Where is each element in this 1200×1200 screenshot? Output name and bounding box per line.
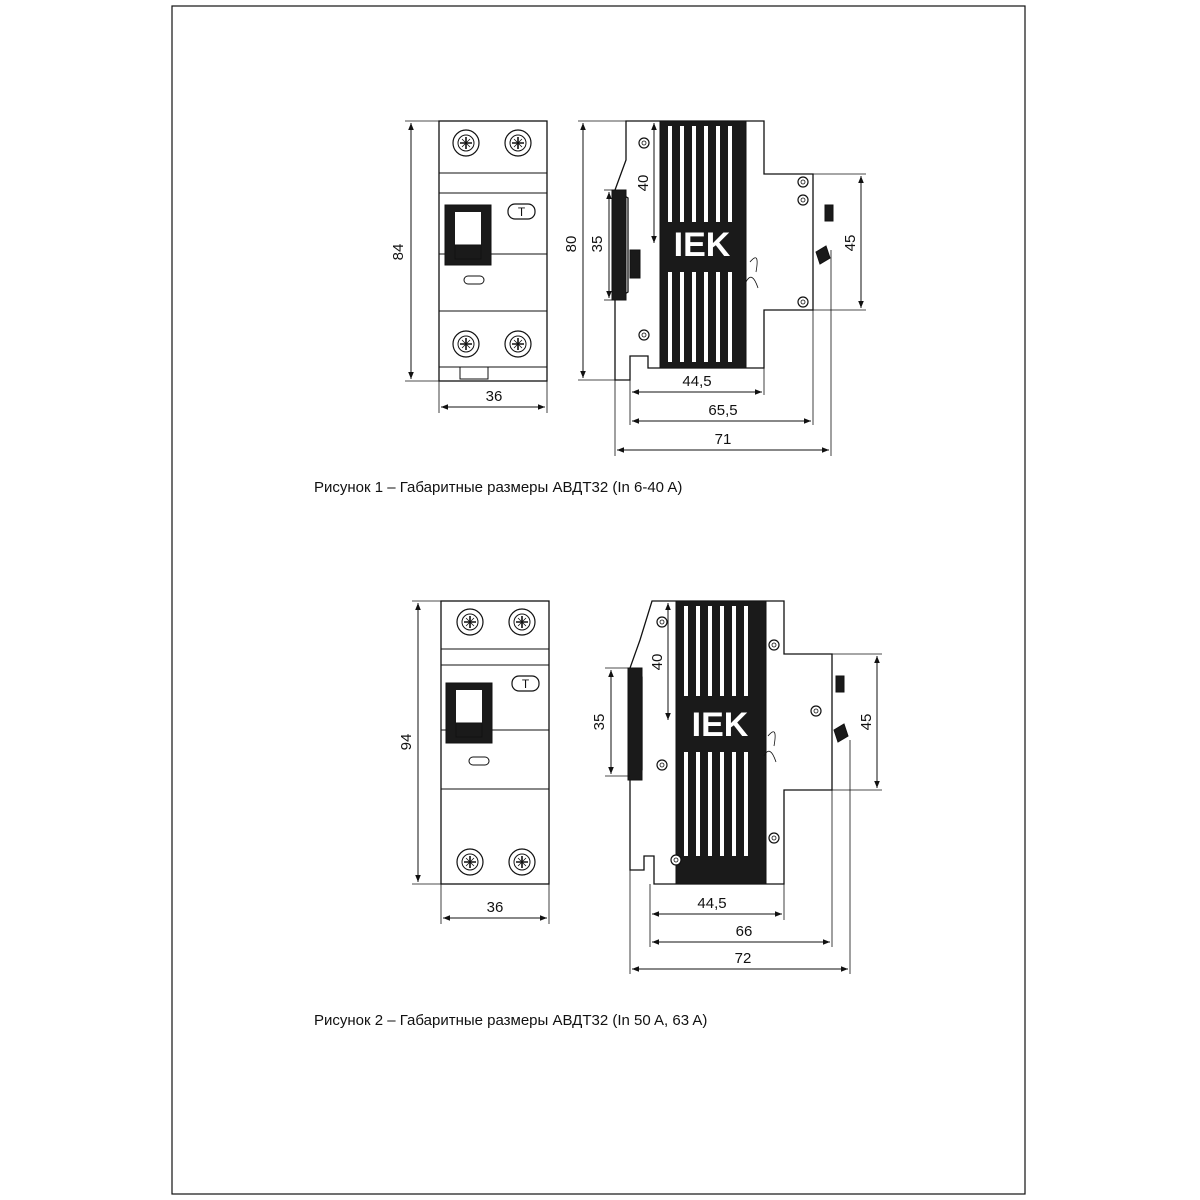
dim-depth-total-2: 72: [734, 950, 752, 967]
dim-height-1: 84: [390, 243, 407, 261]
side-view-2: [628, 601, 848, 884]
dim-depth-front-1: 44,5: [682, 373, 712, 390]
side-view-1: [612, 121, 833, 380]
dim-depth-front-2: 44,5: [697, 895, 727, 912]
dim-din-1: 35: [589, 235, 606, 253]
ribbed-body-2: [676, 601, 766, 884]
figure-1: [314, 121, 866, 496]
caption-2: Рисунок 2 – Габаритные размеры АВДТ32 (In 50 A, 63 A): [314, 1012, 708, 1029]
dim-depth-mid-2: 66: [735, 923, 753, 940]
dim-width-2: 36: [486, 899, 504, 916]
dim-height-2: 94: [398, 733, 415, 751]
dim-depth-total-1: 71: [714, 431, 732, 448]
iek-logo-1: IEK: [673, 226, 731, 264]
dim-right-height-2: 45: [858, 713, 875, 731]
dim-side-height-1: 80: [563, 235, 580, 253]
dim-top-2: 40: [649, 653, 666, 671]
toggle-lever-1: [445, 205, 491, 265]
test-button-label-1: T: [517, 205, 526, 219]
dim-right-height-1: 45: [842, 234, 859, 252]
dim-top-1: 40: [635, 174, 652, 192]
dim-width-1: 36: [485, 388, 503, 405]
test-button-1: [508, 204, 535, 219]
caption-1: Рисунок 1 – Габаритные размеры АВДТ32 (In 6-40 A): [314, 479, 683, 496]
test-button-2: [512, 676, 539, 691]
figure-2: [314, 601, 882, 1029]
toggle-lever-2: [446, 683, 492, 743]
dim-depth-mid-1: 65,5: [708, 402, 738, 419]
ribbed-body-1: [660, 121, 746, 368]
front-view-2: [441, 601, 549, 884]
front-view-1: [439, 121, 547, 381]
test-button-label-2: T: [521, 677, 530, 691]
iek-logo-2: IEK: [691, 706, 749, 744]
dim-din-2: 35: [591, 713, 608, 731]
